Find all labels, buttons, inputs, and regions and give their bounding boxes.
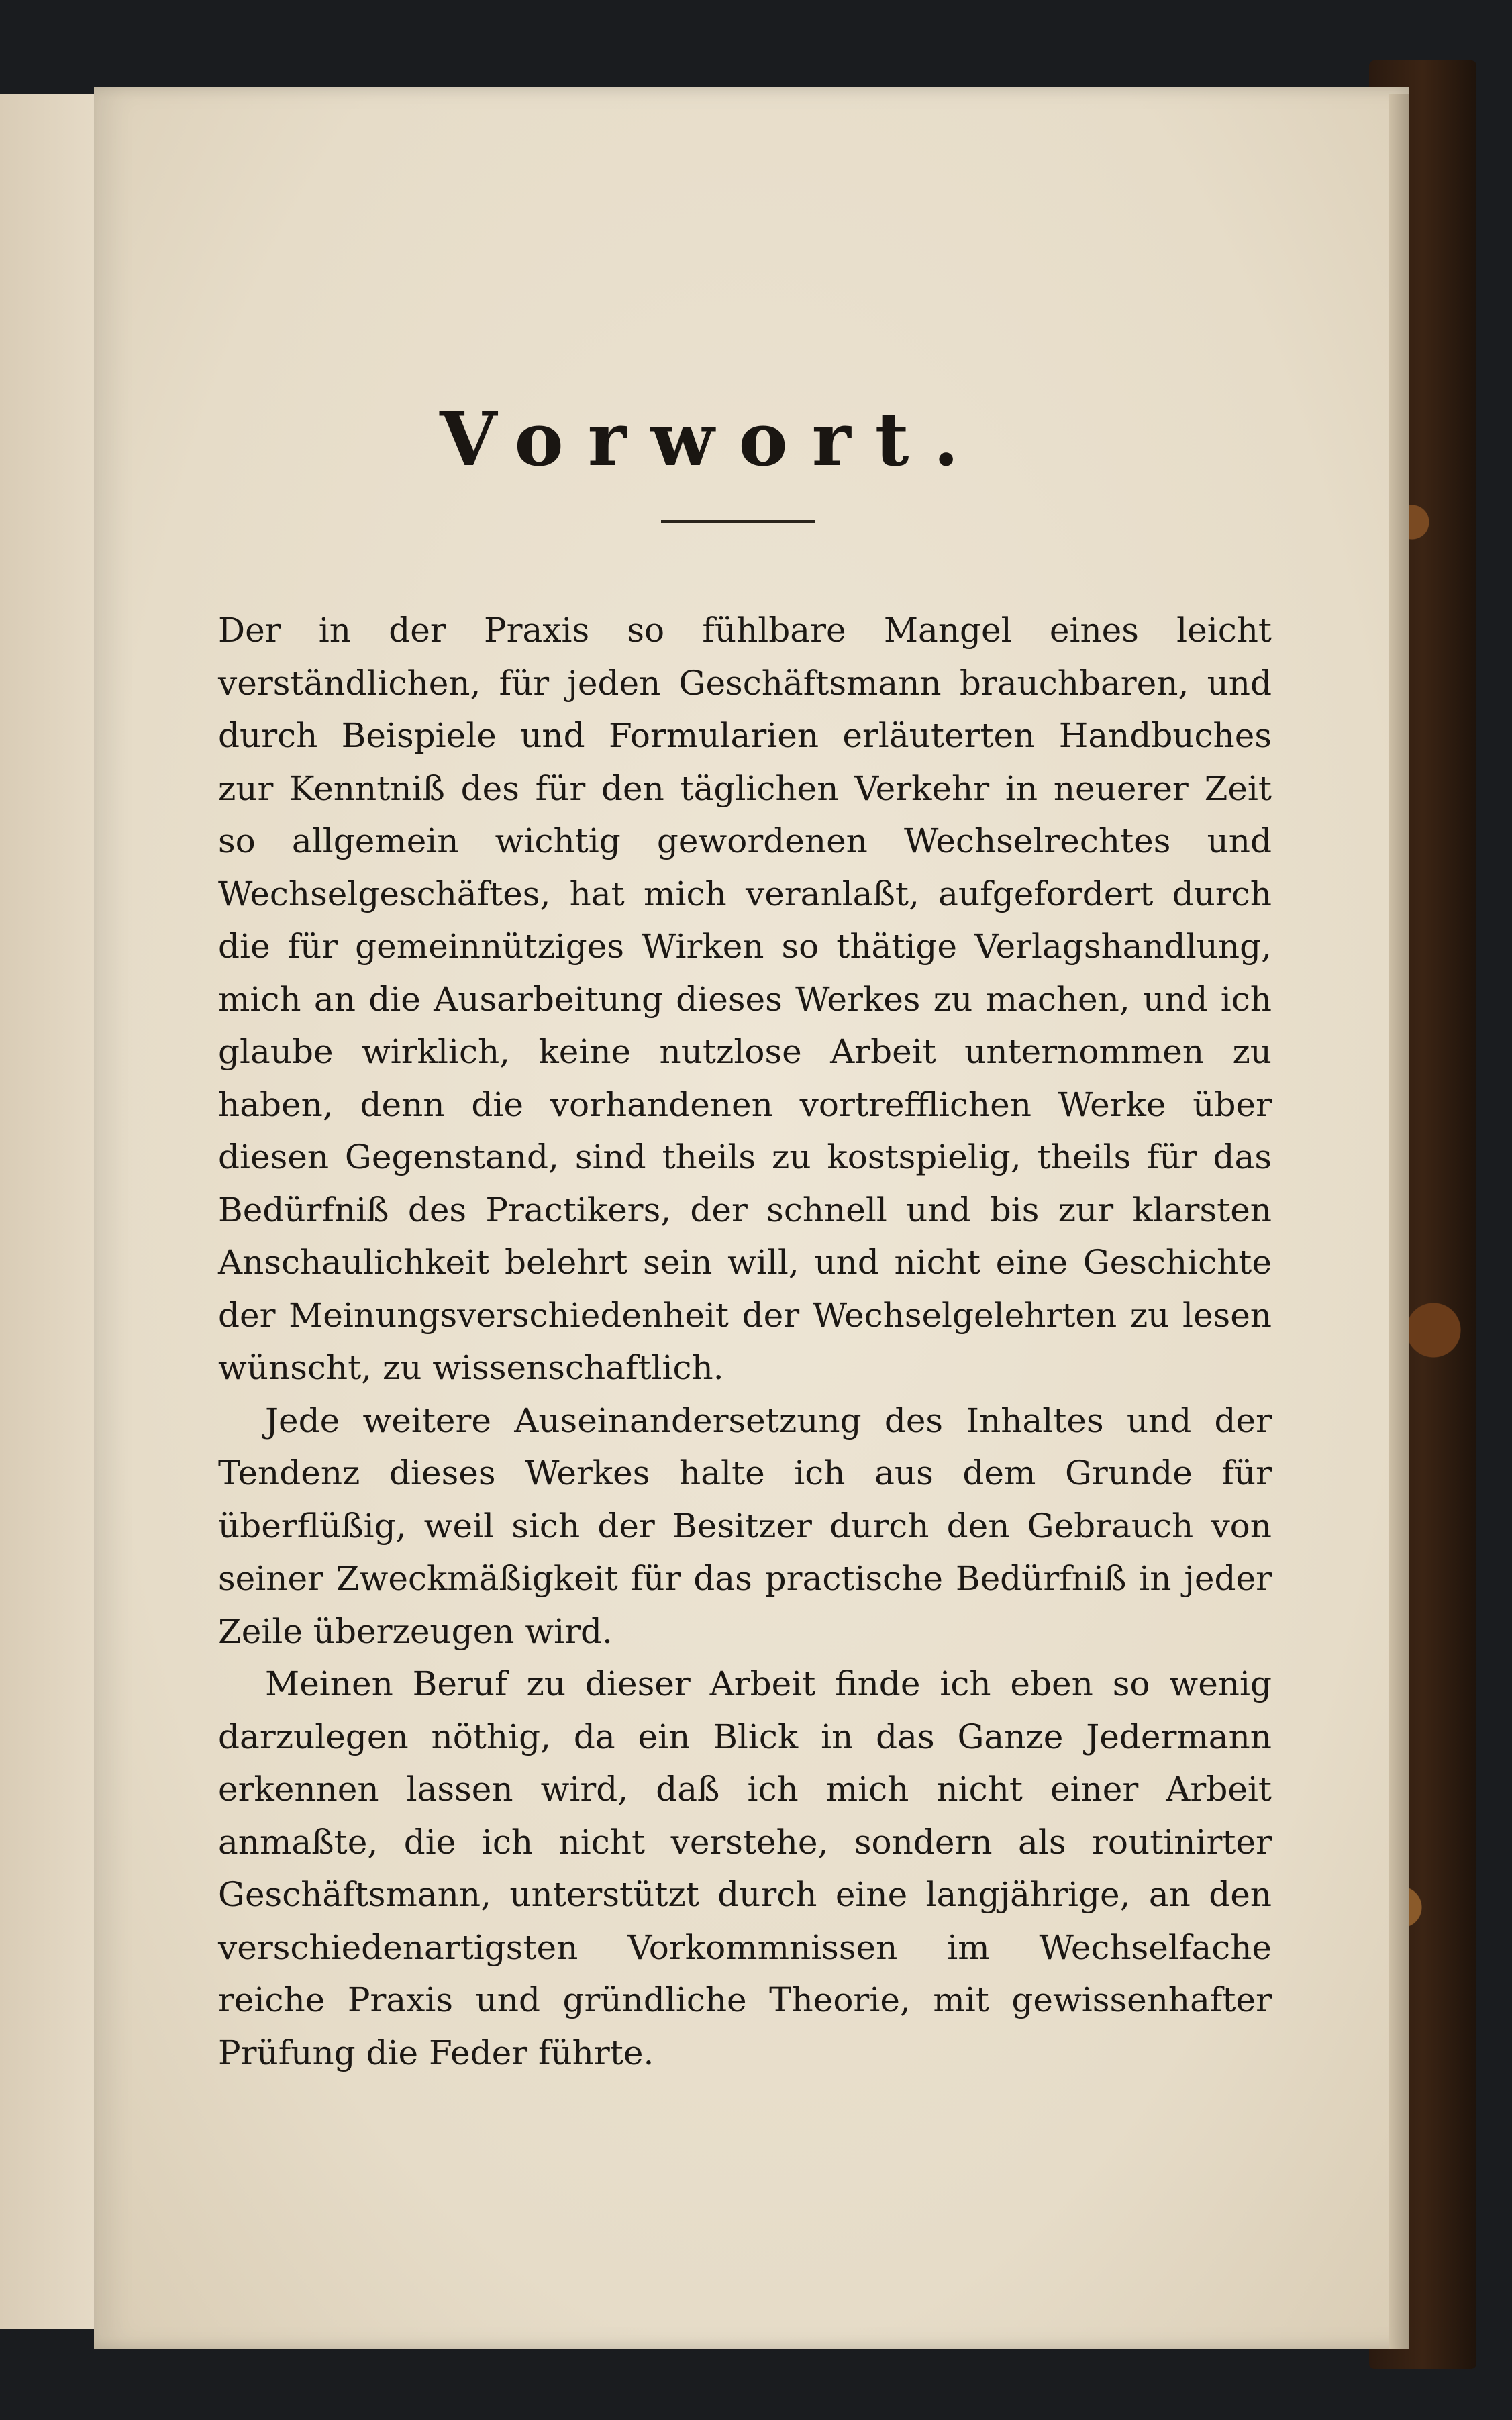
page-edge [1389, 94, 1409, 2349]
paragraph-3: Meinen Beruf zu dieser Arbeit finde ich eben so wenig darzulegen nöthig, da ein Blick in das Ganze Jedermann erkennen lassen wird, daß ich mich nicht einer Arbeit anmaßte, die ich nicht verstehe, sondern als routinirter Geschäftsmann, unterstützt durch eine langjährige, an den verschiedenartigsten Vorkommnissen im Wechselfache reiche Praxis und gründliche Theorie, mit gewissenhafter Prüfung die Feder führte. [218, 1664, 1272, 2072]
paragraph-2: Jede weitere Auseinandersetzung des Inhaltes und der Tendenz dieses Werkes halte ich aus dem Grunde für überflüßig, weil sich der Besitzer durch den Gebrauch von seiner Zweckmäßigkeit für das practische Bedürfniß in jeder Zeile überzeugen wird. [218, 1401, 1272, 1651]
left-page [0, 94, 101, 2329]
page-title: Vorwort. [440, 396, 983, 483]
title-rule [661, 520, 815, 523]
paragraph-1: Der in der Praxis so fühlbare Mangel eines leicht verständlichen, für jeden Geschäftsmann brauchbaren, und durch Beispiele und Formularien erläuterten Handbuches zur Kenntniß des für den täglichen Verkehr in neuerer Zeit so allgemein wichtig gewordenen Wechselrechtes und Wechselgeschäftes, hat mich veranlaßt, aufgefordert durch die für gemeinnütziges Wirken so thätige Verlagshandlung, mich an die Ausarbeitung dieses Werkes zu machen, und ich glaube wirklich, keine nutzlose Arbeit unternommen zu haben, denn die vorhandenen vortrefflichen Werke über diesen Gegenstand, sind theils zu kostspielig, theils für das Bedürfniß des Practikers, der schnell und bis zur klarsten Anschaulichkeit belehrt sein will, und nicht eine Geschichte der Meinungsverschiedenheit der Wechselgelehrten zu lesen wünscht, zu wissenschaftlich. [218, 611, 1272, 1387]
body-text [218, 604, 1272, 2079]
